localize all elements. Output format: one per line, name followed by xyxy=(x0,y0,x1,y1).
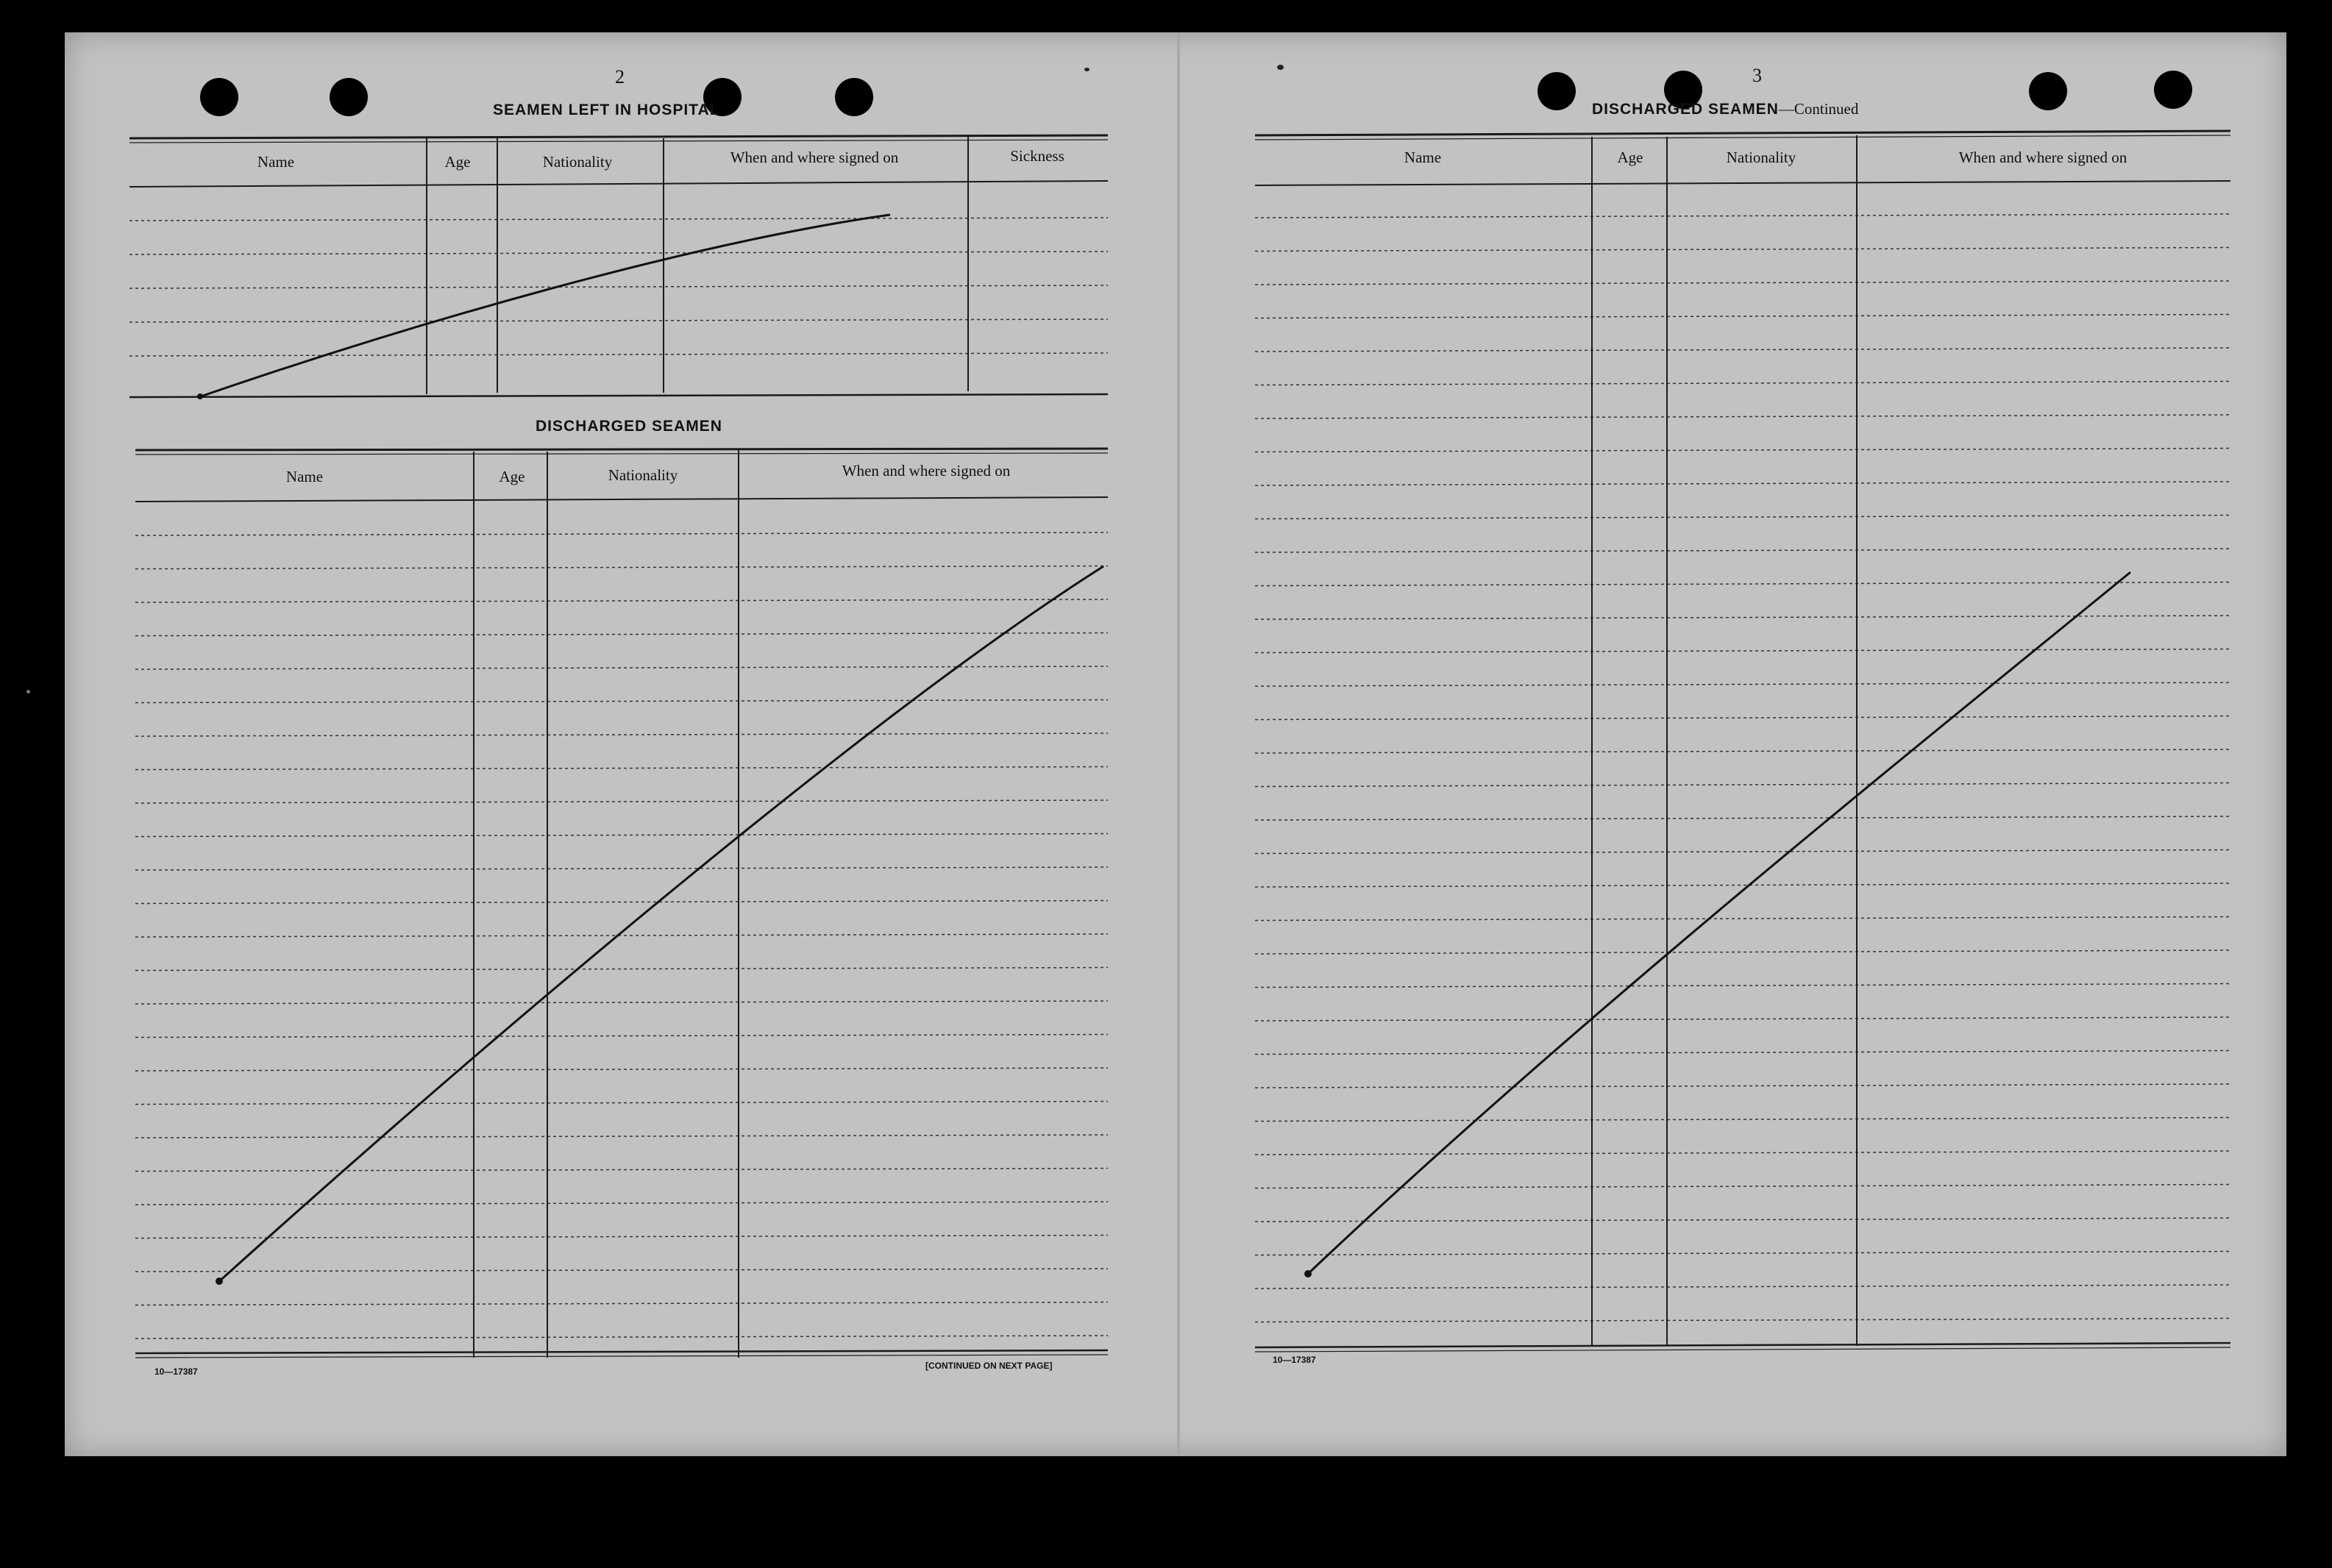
column-header-nationality: Nationality xyxy=(608,466,678,484)
column-header-nationality: Nationality xyxy=(542,153,613,171)
column-header-nationality: Nationality xyxy=(1726,149,1796,166)
column-header-name: Name xyxy=(285,468,324,485)
page-number: 2 xyxy=(615,66,625,88)
cancel-stroke-discharged xyxy=(218,566,1103,1283)
form-number: 10—17387 xyxy=(1273,1355,1316,1365)
pen-dot xyxy=(1304,1270,1312,1277)
title-text: DISCHARGED SEAMEN xyxy=(1592,101,1779,118)
column-header-signed-on: When and where signed on xyxy=(842,462,1011,480)
cancel-stroke-hospital xyxy=(199,215,890,397)
column-header-age: Age xyxy=(1617,149,1643,166)
column-header-name: Name xyxy=(1404,149,1442,166)
column-header-age: Age xyxy=(499,468,525,485)
form-number: 10—17387 xyxy=(154,1366,198,1377)
pen-dot xyxy=(216,1277,223,1285)
column-header-sickness: Sickness xyxy=(1010,147,1064,165)
cancel-stroke-continued xyxy=(1308,572,2130,1274)
pen-dot xyxy=(197,393,203,399)
column-header-name: Name xyxy=(257,153,295,171)
section-title-discharged: DISCHARGED SEAMEN xyxy=(536,418,722,435)
page-number: 3 xyxy=(1752,65,1762,86)
column-header-signed-on: When and where signed on xyxy=(730,149,899,166)
title-suffix: —Continued xyxy=(1778,100,1859,118)
section-title-hospital: SEAMEN LEFT IN HOSPITAL xyxy=(493,101,720,118)
column-header-age: Age xyxy=(444,153,471,171)
column-header-signed-on: When and where signed on xyxy=(1958,149,2127,166)
continued-note: [CONTINUED ON NEXT PAGE] xyxy=(925,1361,1053,1371)
